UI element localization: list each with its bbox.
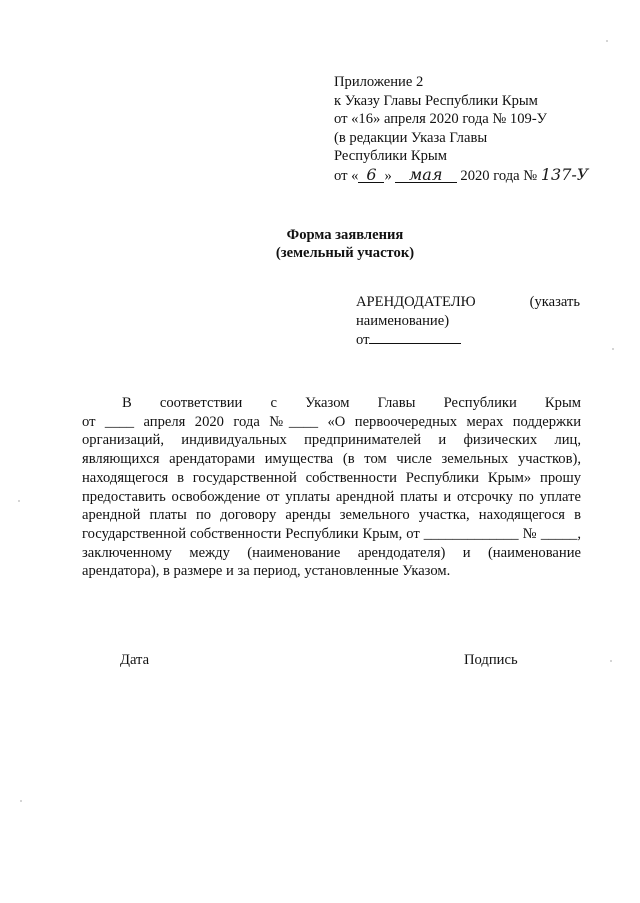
body-paragraph: от ____ апреля 2020 года №____ «О первоочередных мерах поддержки организаций, индивидуальных предпринимателей и физических лиц, являющихся арендаторами имущества (в том числе земельных участков), находящегося в государственной собственности Республики Крым» прошу предоставить освобождение от уплаты арендной платы и отсрочку по уплате арендной платы по договору аренды земельного участка, находящегося в государственной собственности Республики Крым, от _____________ № _____, заключенному между (наименование арендодателя) и (наименование арендатора), в размере и за период, установленные Указом. <box>82 413 581 580</box>
addressee-row-3 <box>356 331 580 350</box>
quote-close: » <box>384 167 392 184</box>
title-line-1: Форма заявления <box>286 227 404 243</box>
addressee-row-1 <box>356 293 580 312</box>
form-title <box>0 226 640 262</box>
date-label: Дата <box>120 652 150 668</box>
handwritten-number: 137-У <box>540 164 589 184</box>
appendix-line-2: к Указу Главы Республики Крым <box>334 92 538 109</box>
scan-speck <box>18 500 20 502</box>
date-prefix: от « <box>334 167 359 184</box>
signature-label: Подпись <box>464 652 518 668</box>
addressee-block <box>356 293 580 350</box>
scan-speck <box>610 660 612 662</box>
scan-speck <box>20 800 22 802</box>
appendix-header <box>334 73 614 185</box>
scan-speck <box>606 40 608 42</box>
addressee-row-2: наименование) <box>356 313 450 329</box>
title-line-2: (земельный участок) <box>275 245 415 261</box>
handwritten-day: 6 <box>358 167 384 183</box>
scan-speck <box>612 348 614 350</box>
year-text: 2020 года № <box>460 167 538 184</box>
application-body <box>82 394 581 581</box>
handwritten-month: мая <box>395 167 457 183</box>
addressee-word: АРЕНДОДАТЕЛЮ <box>356 294 476 310</box>
appendix-line-3: от «16» апреля 2020 года № 109-У <box>334 111 548 127</box>
body-first-line: В соответствии с Указом Главы Республики Крым <box>122 395 581 411</box>
from-blank-line <box>369 331 461 344</box>
appendix-line-1: Приложение 2 <box>334 74 424 90</box>
addressee-specify: (указать <box>529 294 580 310</box>
from-label: от <box>356 332 370 348</box>
appendix-line-4: (в редакции Указа Главы <box>334 129 488 146</box>
appendix-line-6 <box>334 166 614 186</box>
appendix-line-5: Республики Крым <box>334 148 447 164</box>
